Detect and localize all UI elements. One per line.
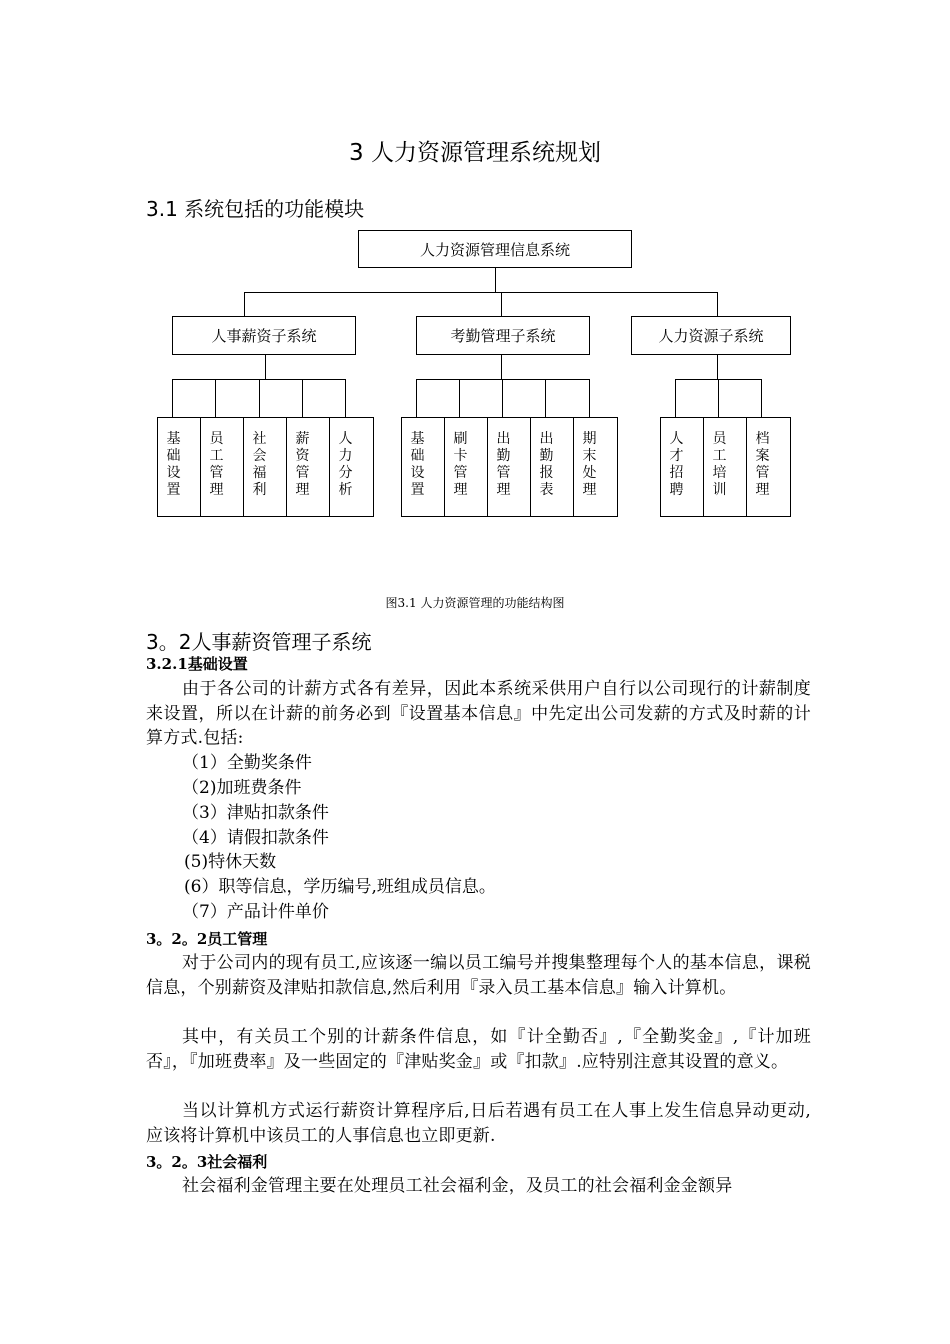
connector-line	[717, 292, 718, 317]
subsystem-node-human-resources: 人力资源子系统	[631, 316, 791, 355]
connector-line	[459, 379, 460, 417]
connector-line	[501, 292, 502, 317]
connector-line	[495, 268, 496, 293]
connector-line	[589, 379, 590, 417]
connector-line	[545, 379, 546, 417]
module-node: 社会福利	[243, 417, 287, 517]
subsection-title-3-2-3: 3。2。3社会福利	[146, 1153, 268, 1171]
module-node: 基础设置	[401, 417, 445, 517]
connector-line	[501, 355, 502, 380]
module-node: 出勤管理	[487, 417, 531, 517]
connector-line	[416, 379, 417, 417]
list-item: （2)加班费条件	[182, 778, 302, 798]
list-item: （4）请假扣款条件	[182, 828, 329, 848]
module-node: 员工管理	[200, 417, 244, 517]
list-item: （3）津贴扣款条件	[182, 803, 329, 823]
module-node: 出勤报表	[530, 417, 574, 517]
subsection-title-3-2-2: 3。2。2员工管理	[146, 930, 268, 948]
connector-line	[718, 379, 719, 417]
module-node: 档案管理	[746, 417, 791, 517]
connector-line	[502, 379, 503, 417]
connector-line	[717, 355, 718, 380]
connector-line	[761, 379, 762, 417]
connector-line	[244, 292, 718, 293]
figure-caption: 图3.1 人力资源管理的功能结构图	[385, 596, 565, 610]
subsection-title-3-2-1: 3.2.1基础设置	[146, 655, 248, 673]
connector-line	[675, 379, 676, 417]
connector-line	[302, 379, 303, 417]
connector-line	[345, 379, 346, 417]
paragraph: 对于公司内的现有员工,应该逐一编以员工编号并搜集整理每个人的基本信息，课税信息，个别薪资及津贴扣款信息,然后利用『录入员工基本信息』输入计算机。	[146, 953, 811, 998]
module-node: 人才招聘	[660, 417, 704, 517]
connector-line	[244, 292, 245, 317]
connector-line	[259, 379, 260, 417]
list-item: (5)特休天数	[184, 852, 277, 872]
module-node: 刷卡管理	[444, 417, 488, 517]
connector-line	[215, 379, 216, 417]
connector-line	[172, 379, 173, 417]
subsystem-node-personnel-payroll: 人事薪资子系统	[172, 316, 356, 355]
paragraph: 社会福利金管理主要在处理员工社会福利金，及员工的社会福利金金额异	[182, 1176, 733, 1196]
section-title-3-1: 3.1 系统包括的功能模块	[146, 197, 365, 221]
list-item: (6）职等信息，学历编号,班组成员信息。	[184, 877, 496, 897]
module-node: 员工培训	[703, 417, 747, 517]
paragraph: 当以计算机方式运行薪资计算程序后,日后若遇有员工在人事上发生信息异动更动,应该将计算机中该员工的人事信息也立即更新.	[146, 1101, 811, 1146]
connector-line	[265, 355, 266, 380]
module-node: 人力分析	[329, 417, 374, 517]
chart-root-node: 人力资源管理信息系统	[358, 230, 632, 268]
paragraph: 其中，有关员工个别的计薪条件信息，如『计全勤否』,『全勤奖金』,『计加班否』，『加班费率』及一些固定的『津贴奖金』或『扣款』.应特别注意其设置的意义。	[146, 1027, 811, 1072]
list-item: （7）产品计件单价	[182, 902, 329, 922]
function-structure-chart	[0, 0, 950, 580]
paragraph: 由于各公司的计薪方式各有差异，因此本系统采供用户自行以公司现行的计薪制度来设置，所以在计薪的前务必到『设置基本信息』中先定出公司发薪的方式及时薪的计算方式.包括:	[146, 679, 811, 748]
chapter-title: 3 人力资源管理系统规划	[349, 140, 601, 166]
module-node: 期末处理	[573, 417, 618, 517]
module-node: 薪资管理	[286, 417, 330, 517]
section-title-3-2: 3。2人事薪资管理子系统	[146, 630, 372, 654]
list-item: （1）全勤奖条件	[182, 753, 312, 773]
module-node: 基础设置	[157, 417, 201, 517]
subsystem-node-attendance: 考勤管理子系统	[416, 316, 590, 355]
connector-line	[416, 379, 590, 380]
